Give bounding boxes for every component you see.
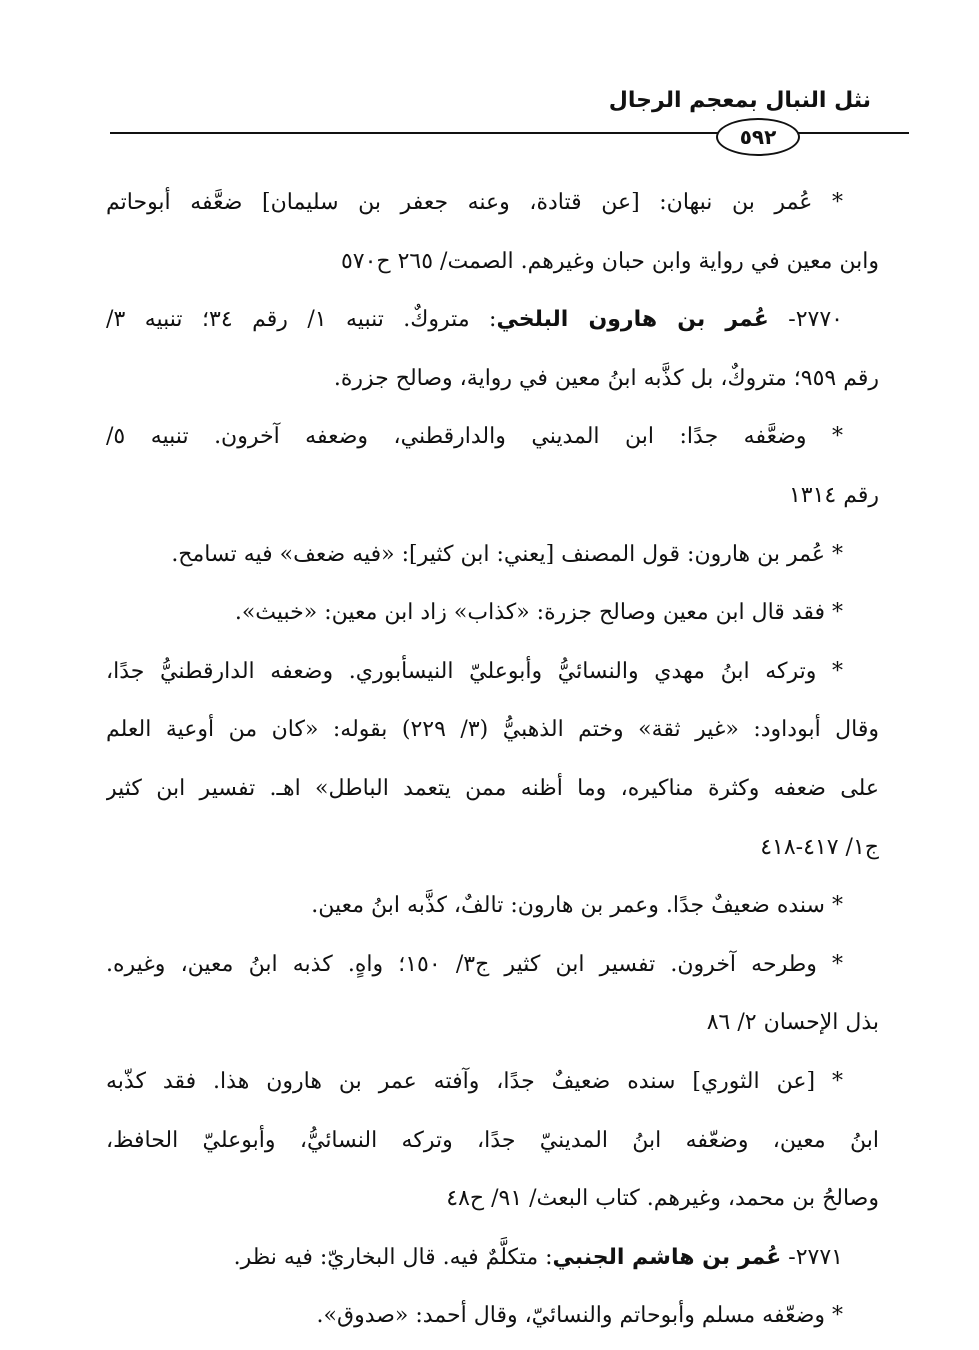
text-line: * وتركه ابنُ مهدي والنسائيُّ وأبوعليّ النيسأبوري. وضعفه الدارقطنيُّ جدًا، (106, 658, 843, 684)
text-line: ج١/ ٤١٧-٤١٨ (760, 834, 879, 860)
text-line: وقال أبوداود: «غير ثقة» وختم الذهبيُّ (٣/ ٢٢٩) بقوله: «كان من أوعية العلم (106, 717, 879, 743)
text-line: بذل الإحسان ٢/ ٨٦ (706, 1010, 879, 1036)
page-number: ٥٩٢ (716, 118, 800, 156)
text-line: * وضعَّفه جدًا: ابن المديني والدارقطني، وضعفه آخرون. تنبيه ٥/ (106, 424, 843, 450)
text-line: * فقد قال ابن معين وصالح جزرة: «كذاب» زاد ابن معين: «خبيث». (234, 600, 843, 626)
running-header-title: نثل النبال بمعجم الرجال (608, 88, 871, 113)
text-line: * وضعّفه مسلم وأبوحاتم والنسائيّ، وقال أحمد: «صدوق». (316, 1303, 843, 1329)
entry-number: ٢٧٧٠- (768, 307, 843, 333)
text-line: وصالحُ بن محمد، وغيرهم. كتاب البعث/ ٩١/ ح٤٨ (446, 1186, 879, 1212)
text-line: * عُمر بن هارون: قول المصنف [يعني: ابن كثير]: «فيه ضعف» فيه تسامح. (171, 541, 843, 567)
text-line: رقم ٩٥٩؛ متروكٌ، بل كذَّبه ابنُ معين في رواية، وصالح جزرة. (333, 365, 879, 391)
page-body (106, 178, 879, 1350)
entry-number: ٢٧٧١- (781, 1244, 843, 1270)
text-line: وابن معين في رواية وابن حبان وغيرهم. الصمت/ ٢٦٥ ح٥٧٠ (340, 248, 879, 274)
text-line: رقم ١٣١٤ (788, 482, 879, 508)
text-line (106, 295, 879, 354)
text-line: * [عن الثوري] سنده ضعيفٌ جدًا، وآفته عمر بن هارون هذا. فقد كذّبه (106, 1068, 843, 1094)
entry-name: عُمر بن هارون البلخي (496, 307, 769, 333)
text-line: ابنُ معين، وضعّفه ابنُ المدينيّ جدًا، وتركه النسائيُّ، وأبوعليّ الحافظ، (106, 1127, 879, 1153)
text-line: * عُمر بن نبهان: [عن قتادة، وعنه جعفر بن سليمان] ضعَّفه أبوحاتم (106, 190, 843, 215)
text-line: على ضعفه وكثرة مناكيره، وما أظنه ممن يتعمد الباطل» اهـ. تفسير ابن كثير (106, 775, 879, 801)
text-line: * سنده ضعيفٌ جدًا. وعمر بن هارون: تالفٌ، كذَّبه ابنُ معين. (311, 893, 843, 919)
text-line: * وطرحه آخرون. تفسير ابن كثير ج٣/ ١٥٠؛ واهٍ. كذبه ابنُ معين، وغيره. (106, 951, 843, 977)
entry-text: : متروكٌ. تنبيه ١/ رقم ٣٤؛ تنبيه ٣/ (106, 307, 497, 333)
entry-name: عُمر بن هاشم الجنبي (552, 1244, 782, 1270)
text-line (106, 1233, 879, 1292)
entry-text: : متكلَّمٌ فيه. قال البخاريّ: فيه نظر. (233, 1244, 553, 1270)
